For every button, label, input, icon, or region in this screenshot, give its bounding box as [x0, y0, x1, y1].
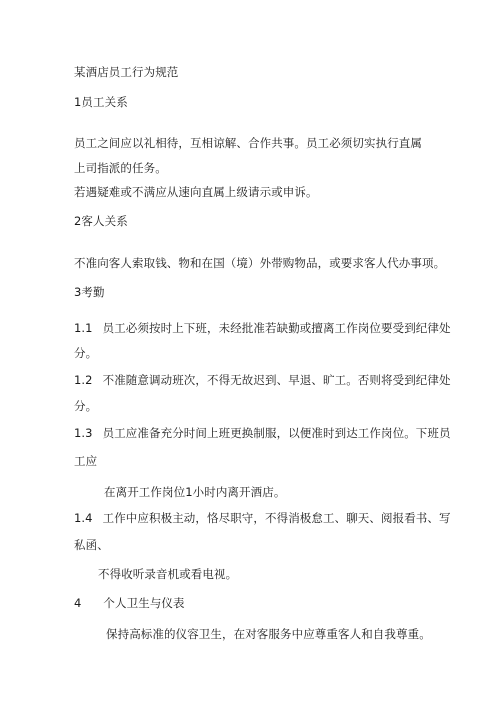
rule-1-4-line-1 — [74, 510, 451, 526]
rule-text: 员工应准备充分时间上班更换制服，以便准时到达工作岗位。下班员 — [102, 426, 451, 440]
rule-number: 1.2 — [74, 373, 93, 387]
rule-1-2-line-1 — [74, 372, 451, 388]
rule-1-3-line-1 — [74, 425, 451, 441]
rule-text: 工作中应积极主动，恪尽职守，不得消极怠工、聊天、阅报看书、写 — [102, 511, 451, 525]
rule-1-2-line-2: 分。 — [74, 399, 98, 413]
section-2-heading: 2客人关系 — [74, 214, 128, 228]
section-2-text-line-1: 不准向客人索取钱、物和在国（境）外带购物品，或要求客人代办事项。 — [74, 256, 446, 270]
section-4-text-line-1: 保持高标准的仪容卫生，在对客服务中应尊重客人和自我尊重。 — [106, 627, 431, 641]
rule-1-4-line-2: 私函、 — [74, 538, 109, 552]
rule-1-1-line-1 — [74, 320, 451, 336]
rule-1-3-line-2: 工应 — [74, 454, 98, 468]
rule-number: 1.1 — [74, 321, 93, 335]
rule-number: 1.3 — [74, 426, 93, 440]
section-1-text-line-3: 若遇疑难或不满应从速向直属上级请示或申诉。 — [74, 185, 318, 199]
rule-1-3-line-3: 在离开工作岗位1小时内离开酒店。 — [104, 485, 286, 499]
rule-1-4-line-3: 不得收听录音机或看电视。 — [98, 567, 238, 581]
section-1-text-line-2: 上司指派的任务。 — [74, 161, 167, 175]
section-1-text-line-1: 员工之间应以礼相待，互相谅解、合作共事。员工必须切实执行直属 — [74, 136, 422, 150]
document-title: 某酒店员工行为规范 — [74, 65, 179, 79]
rule-text: 不准随意调动班次，不得无故迟到、早退、旷工。否则将受到纪律处 — [102, 373, 451, 387]
rule-1-1-line-2: 分。 — [74, 346, 98, 360]
rule-number: 1.4 — [74, 511, 93, 525]
section-3-heading: 3考勤 — [74, 285, 105, 299]
section-number: 4 — [74, 596, 82, 610]
section-title: 个人卫生与仪表 — [103, 596, 185, 610]
section-4-heading — [74, 595, 185, 611]
section-1-heading: 1员工关系 — [74, 95, 128, 109]
rule-text: 员工必须按时上下班，未经批准若缺勤或擅离工作岗位要受到纪律处 — [102, 321, 451, 335]
